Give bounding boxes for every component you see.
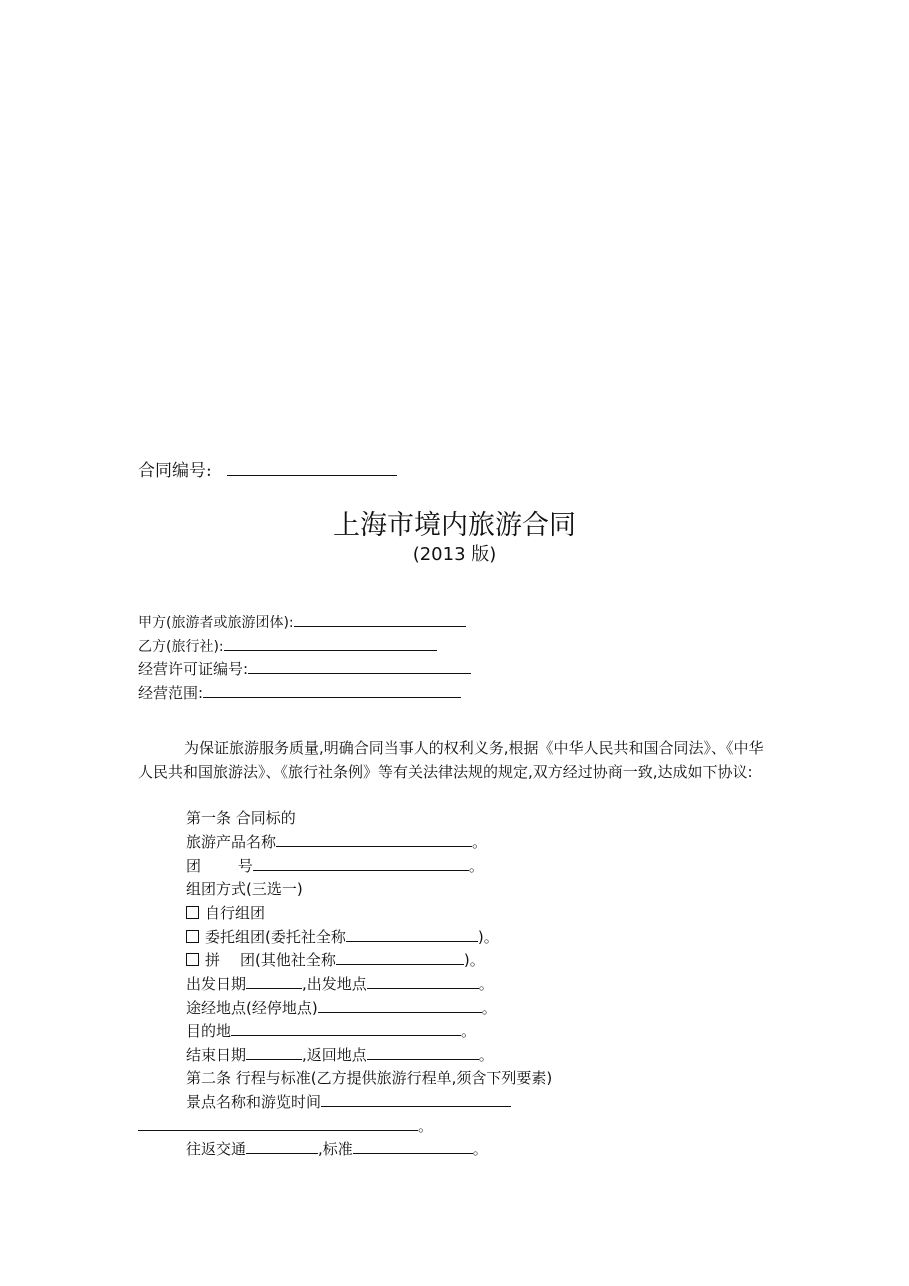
end-date-label: 结束日期 xyxy=(186,1046,247,1064)
page-title: 上海市境内旅游合同 xyxy=(333,510,576,541)
option-merge-label-b: 团(其他社全称 xyxy=(240,951,336,969)
option-merge-checkbox[interactable] xyxy=(186,953,199,966)
product-name-label: 旅游产品名称 xyxy=(186,833,277,851)
period-mark: 。 xyxy=(472,833,488,851)
party-b-label: 乙方(旅行社): xyxy=(138,639,224,655)
option-merge-label-a: 拼 xyxy=(205,951,221,969)
via-label: 途经地点(经停地点) xyxy=(186,999,318,1017)
depart-place-field[interactable] xyxy=(367,974,479,989)
other-agency-field[interactable] xyxy=(336,950,464,965)
sights-label: 景点名称和游览时间 xyxy=(186,1093,322,1111)
depart-place-label: ,出发地点 xyxy=(302,975,367,993)
scope-row xyxy=(138,683,461,703)
product-name-field[interactable] xyxy=(276,832,472,847)
via-row xyxy=(186,998,497,1018)
standard-field[interactable] xyxy=(353,1139,473,1154)
contract-number-row xyxy=(138,461,397,481)
period-mark: 。 xyxy=(461,1022,477,1040)
destination-field[interactable] xyxy=(231,1021,461,1036)
depart-date-field[interactable] xyxy=(246,974,302,989)
period-mark: 。 xyxy=(478,1046,494,1064)
option-self-row xyxy=(186,903,265,923)
contract-number-label: 合同编号: xyxy=(138,461,212,481)
license-field[interactable] xyxy=(248,659,471,674)
group-number-field[interactable] xyxy=(253,856,469,871)
option-self-checkbox[interactable] xyxy=(186,906,199,919)
group-number-label-b: 号 xyxy=(237,857,253,875)
product-name-row xyxy=(186,832,487,852)
article1-heading: 第一条 合同标的 xyxy=(186,809,296,827)
period-mark: 。 xyxy=(468,857,484,875)
option-entrust-checkbox[interactable] xyxy=(186,930,199,943)
depart-date-label: 出发日期 xyxy=(186,975,247,993)
return-place-label: ,返回地点 xyxy=(302,1046,367,1064)
party-a-label: 甲方(旅游者或旅游团体): xyxy=(138,615,294,631)
destination-row xyxy=(186,1021,476,1041)
transport-row xyxy=(186,1139,488,1159)
party-b-row xyxy=(138,636,437,657)
group-number-label-a: 团 xyxy=(186,857,202,875)
period-mark: 。 xyxy=(418,1117,434,1135)
sights-field-continued[interactable] xyxy=(138,1116,418,1131)
scope-label: 经营范围: xyxy=(138,684,204,702)
party-a-field[interactable] xyxy=(294,612,466,627)
preamble-paragraph: 为保证旅游服务质量,明确合同当事人的权利义务,根据《中华人民共和国合同法》、《中华人民共和国旅游法》、《旅行社条例》等有关法律法规的规定,双方经过协商一致,达成如下协议: xyxy=(138,739,764,781)
scope-field[interactable] xyxy=(203,683,461,698)
contract-number-field[interactable] xyxy=(227,461,397,476)
destination-label: 目的地 xyxy=(186,1022,232,1040)
option-merge-row xyxy=(186,950,485,970)
end-date-field[interactable] xyxy=(246,1045,302,1060)
transport-label: 往返交通 xyxy=(186,1140,247,1158)
transport-field[interactable] xyxy=(246,1139,318,1154)
edition-label: (2013 版) xyxy=(412,544,497,565)
return-place-field[interactable] xyxy=(367,1045,479,1060)
option-entrust-row xyxy=(186,927,499,947)
return-row xyxy=(186,1045,494,1065)
sights-continuation-row xyxy=(138,1116,433,1136)
sights-field[interactable] xyxy=(321,1092,511,1107)
period-mark: 。 xyxy=(478,975,494,993)
option-entrust-label: 委托组团(委托社全称 xyxy=(205,928,346,946)
license-row xyxy=(138,659,471,679)
standard-label: ,标准 xyxy=(318,1140,353,1158)
departure-row xyxy=(186,974,494,994)
close-paren: )。 xyxy=(463,951,485,969)
article2-heading: 第二条 行程与标准(乙方提供旅游行程单,须含下列要素) xyxy=(186,1069,553,1087)
option-self-label: 自行组团 xyxy=(205,904,266,922)
close-paren: )。 xyxy=(477,928,499,946)
period-mark: 。 xyxy=(481,999,497,1017)
period-mark: 。 xyxy=(472,1140,488,1158)
org-mode-row: 组团方式(三选一) xyxy=(186,880,303,898)
party-b-field[interactable] xyxy=(224,636,437,651)
group-number-row xyxy=(186,856,484,876)
via-field[interactable] xyxy=(318,998,482,1013)
entrust-agency-field[interactable] xyxy=(346,927,478,942)
party-a-row xyxy=(138,612,466,633)
license-label: 经营许可证编号: xyxy=(138,660,249,678)
sights-row xyxy=(186,1092,511,1112)
